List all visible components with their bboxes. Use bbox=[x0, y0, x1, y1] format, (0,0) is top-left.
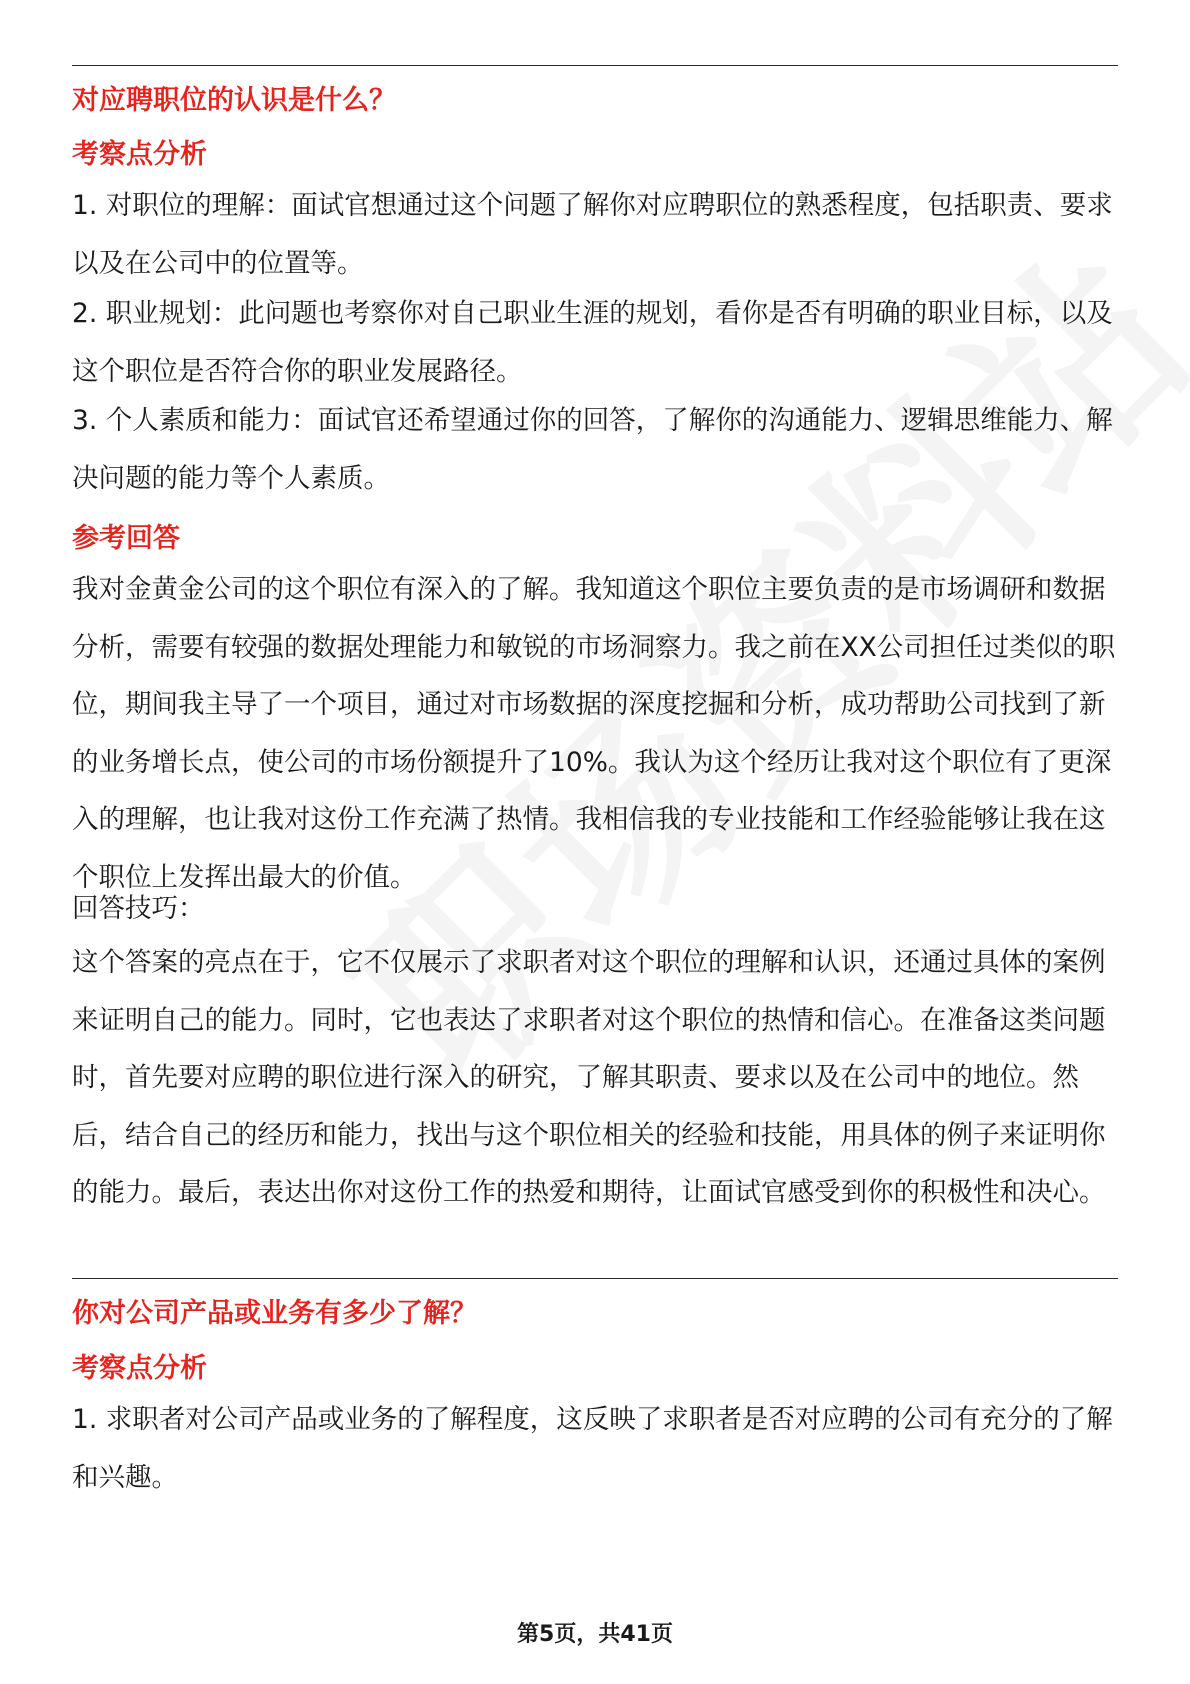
answer-heading: 参考回答 bbox=[72, 523, 180, 554]
analysis-point: 3. 个人素质和能力：面试官还希望通过你的回答，了解你的沟通能力、逻辑思维能力、解决问题的能力等个人素质。 bbox=[72, 405, 1113, 494]
analysis-point: 1. 对职位的理解：面试官想通过这个问题了解你对应聘职位的熟悉程度，包括职责、要求以及在公司中的位置等。 bbox=[72, 190, 1113, 279]
section-divider bbox=[72, 65, 1118, 66]
analysis-heading: 考察点分析 bbox=[72, 139, 207, 170]
analysis-point: 2. 职业规划：此问题也考察你对自己职业生涯的规划，看你是否有明确的职业目标，以及这个职位是否符合你的职业发展路径。 bbox=[72, 298, 1113, 387]
tips-text: 这个答案的亮点在于，它不仅展示了求职者对这个职位的理解和认识，还通过具体的案例来证明自己的能力。同时，它也表达了求职者对这个职位的热情和信心。在准备这类问题时，首先要对应聘的职位进行深入的研究，了解其职责、要求以及在公司中的地位。然后，结合自己的经历和能力，找出与这个职位相关的经验和技能，用具体的例子来证明你的能力。最后，表达出你对这份工作的热爱和期待，让面试官感受到你的积极性和决心。 bbox=[72, 947, 1106, 1208]
analysis-heading: 考察点分析 bbox=[72, 1353, 207, 1384]
section-divider bbox=[72, 1278, 1118, 1279]
question-title: 你对公司产品或业务有多少了解？ bbox=[72, 1298, 477, 1329]
page-number: 第5页，共41页 bbox=[517, 1622, 673, 1647]
analysis-point: 1. 求职者对公司产品或业务的了解程度，这反映了求职者是否对应聘的公司有充分的了解和兴趣。 bbox=[72, 1404, 1113, 1493]
tips-label: 回答技巧： bbox=[72, 893, 205, 924]
answer-text: 我对金黄金公司的这个职位有深入的了解。我知道这个职位主要负责的是市场调研和数据分析，需要有较强的数据处理能力和敏锐的市场洞察力。我之前在XX公司担任过类似的职位，期间我主导了一个项目，通过对市场数据的深度挖掘和分析，成功帮助公司找到了新的业务增长点，使公司的市场份额提升了10%。我认为这个经历让我对这个职位有了更深入的理解，也让我对这份工作充满了热情。我相信我的专业技能和工作经验能够让我在这个职位上发挥出最大的价值。 bbox=[72, 574, 1116, 893]
question-title: 对应聘职位的认识是什么？ bbox=[72, 85, 396, 116]
